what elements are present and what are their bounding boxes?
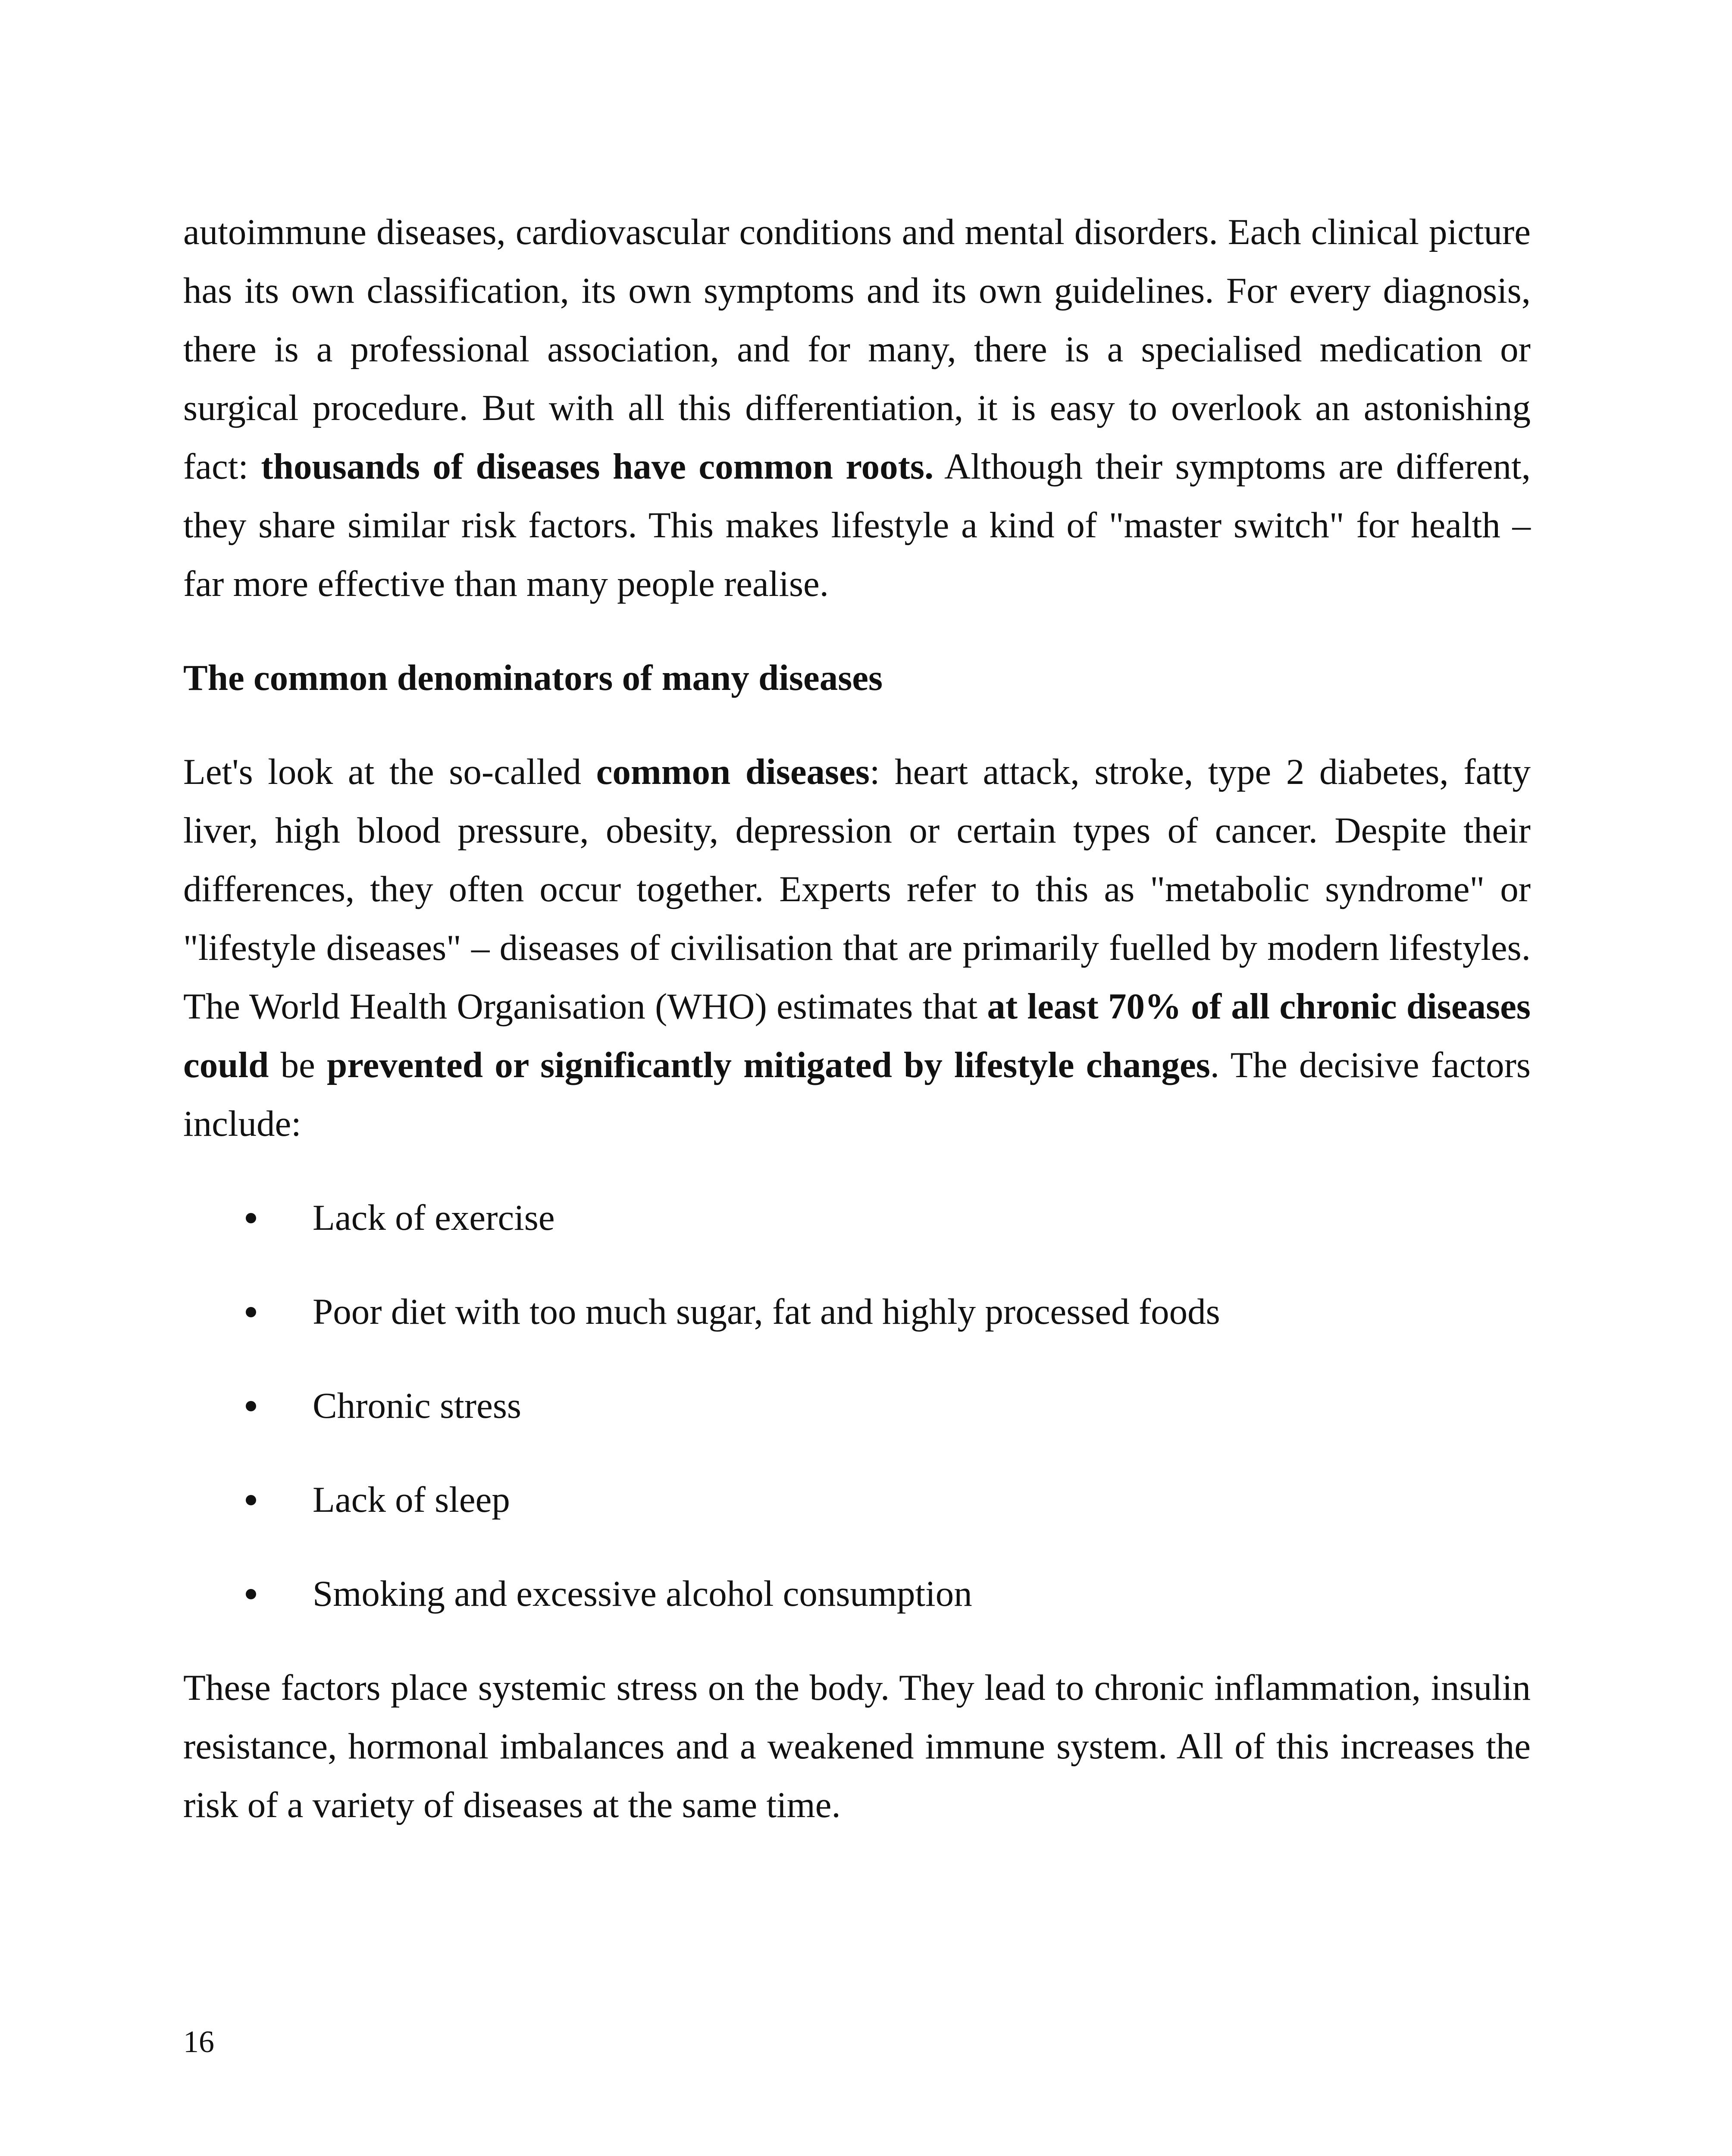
diseases-text-2: : heart attack, stroke, type 2 diabetes, fatty liver, high blood pressure, obesity, depression or certain types of cancer. Despite their differences, they often occur together. Experts refer to this as "metabolic syndrome" or "lifestyle diseases" – diseases of civilisation that are primarily fuelled by modern lifestyles. The World Health Organisation (WHO) estimates that — [183, 752, 1531, 1027]
bullet-icon — [246, 1589, 256, 1599]
page-content — [183, 203, 1531, 1834]
section-heading: The common denominators of many diseases — [183, 658, 883, 698]
intro-text-2: Although their symptoms are different, they share similar risk factors. This makes lifestyle a kind of "master switch" for health – far more effective than many people realise. — [183, 446, 1531, 604]
risk-factor-list — [183, 1188, 1531, 1623]
common-diseases-paragraph — [183, 743, 1531, 1153]
list-item-text: Lack of sleep — [313, 1479, 510, 1520]
list-item-text: Chronic stress — [313, 1385, 521, 1426]
bullet-icon — [246, 1401, 256, 1411]
diseases-text-3: be — [269, 1045, 327, 1085]
list-item-text: Lack of exercise — [313, 1197, 555, 1238]
list-item-text: Smoking and excessive alcohol consumption — [313, 1573, 972, 1614]
list-item — [183, 1470, 1531, 1529]
intro-paragraph — [183, 203, 1531, 613]
closing-paragraph: These factors place systemic stress on the body. They lead to chronic inflammation, insulin resistance, hormonal imbalances and a weakened immune system. All of this increases the risk of a variety of diseases at the same time. — [183, 1667, 1531, 1825]
list-item — [183, 1376, 1531, 1435]
diseases-bold-70-percent: at least 70% of all chronic diseases could — [183, 986, 1531, 1085]
list-item — [183, 1282, 1531, 1341]
page-number: 16 — [183, 2024, 214, 2059]
intro-text-1: autoimmune diseases, cardiovascular conditions and mental disorders. Each clinical picture has its own classification, its own symptoms and its own guidelines. For every diagnosis, there is a professional association, and for many, there is a specialised medication or surgical procedure. But with all this differentiation, it is easy to overlook an astonishing fact: — [183, 212, 1531, 487]
list-item — [183, 1564, 1531, 1623]
diseases-bold-common-diseases: common diseases — [596, 752, 870, 792]
diseases-bold-prevented: prevented or significantly mitigated by lifestyle changes — [327, 1045, 1210, 1085]
intro-bold-common-roots: thousands of diseases have common roots. — [261, 446, 934, 487]
list-item — [183, 1188, 1531, 1247]
diseases-text-4: . The decisive factors include: — [183, 1045, 1531, 1144]
bullet-icon — [246, 1213, 256, 1223]
bullet-icon — [246, 1307, 256, 1317]
bullet-icon — [246, 1495, 256, 1505]
list-item-text: Poor diet with too much sugar, fat and highly processed foods — [313, 1291, 1220, 1332]
diseases-text-1: Let's look at the so-called — [183, 752, 596, 792]
